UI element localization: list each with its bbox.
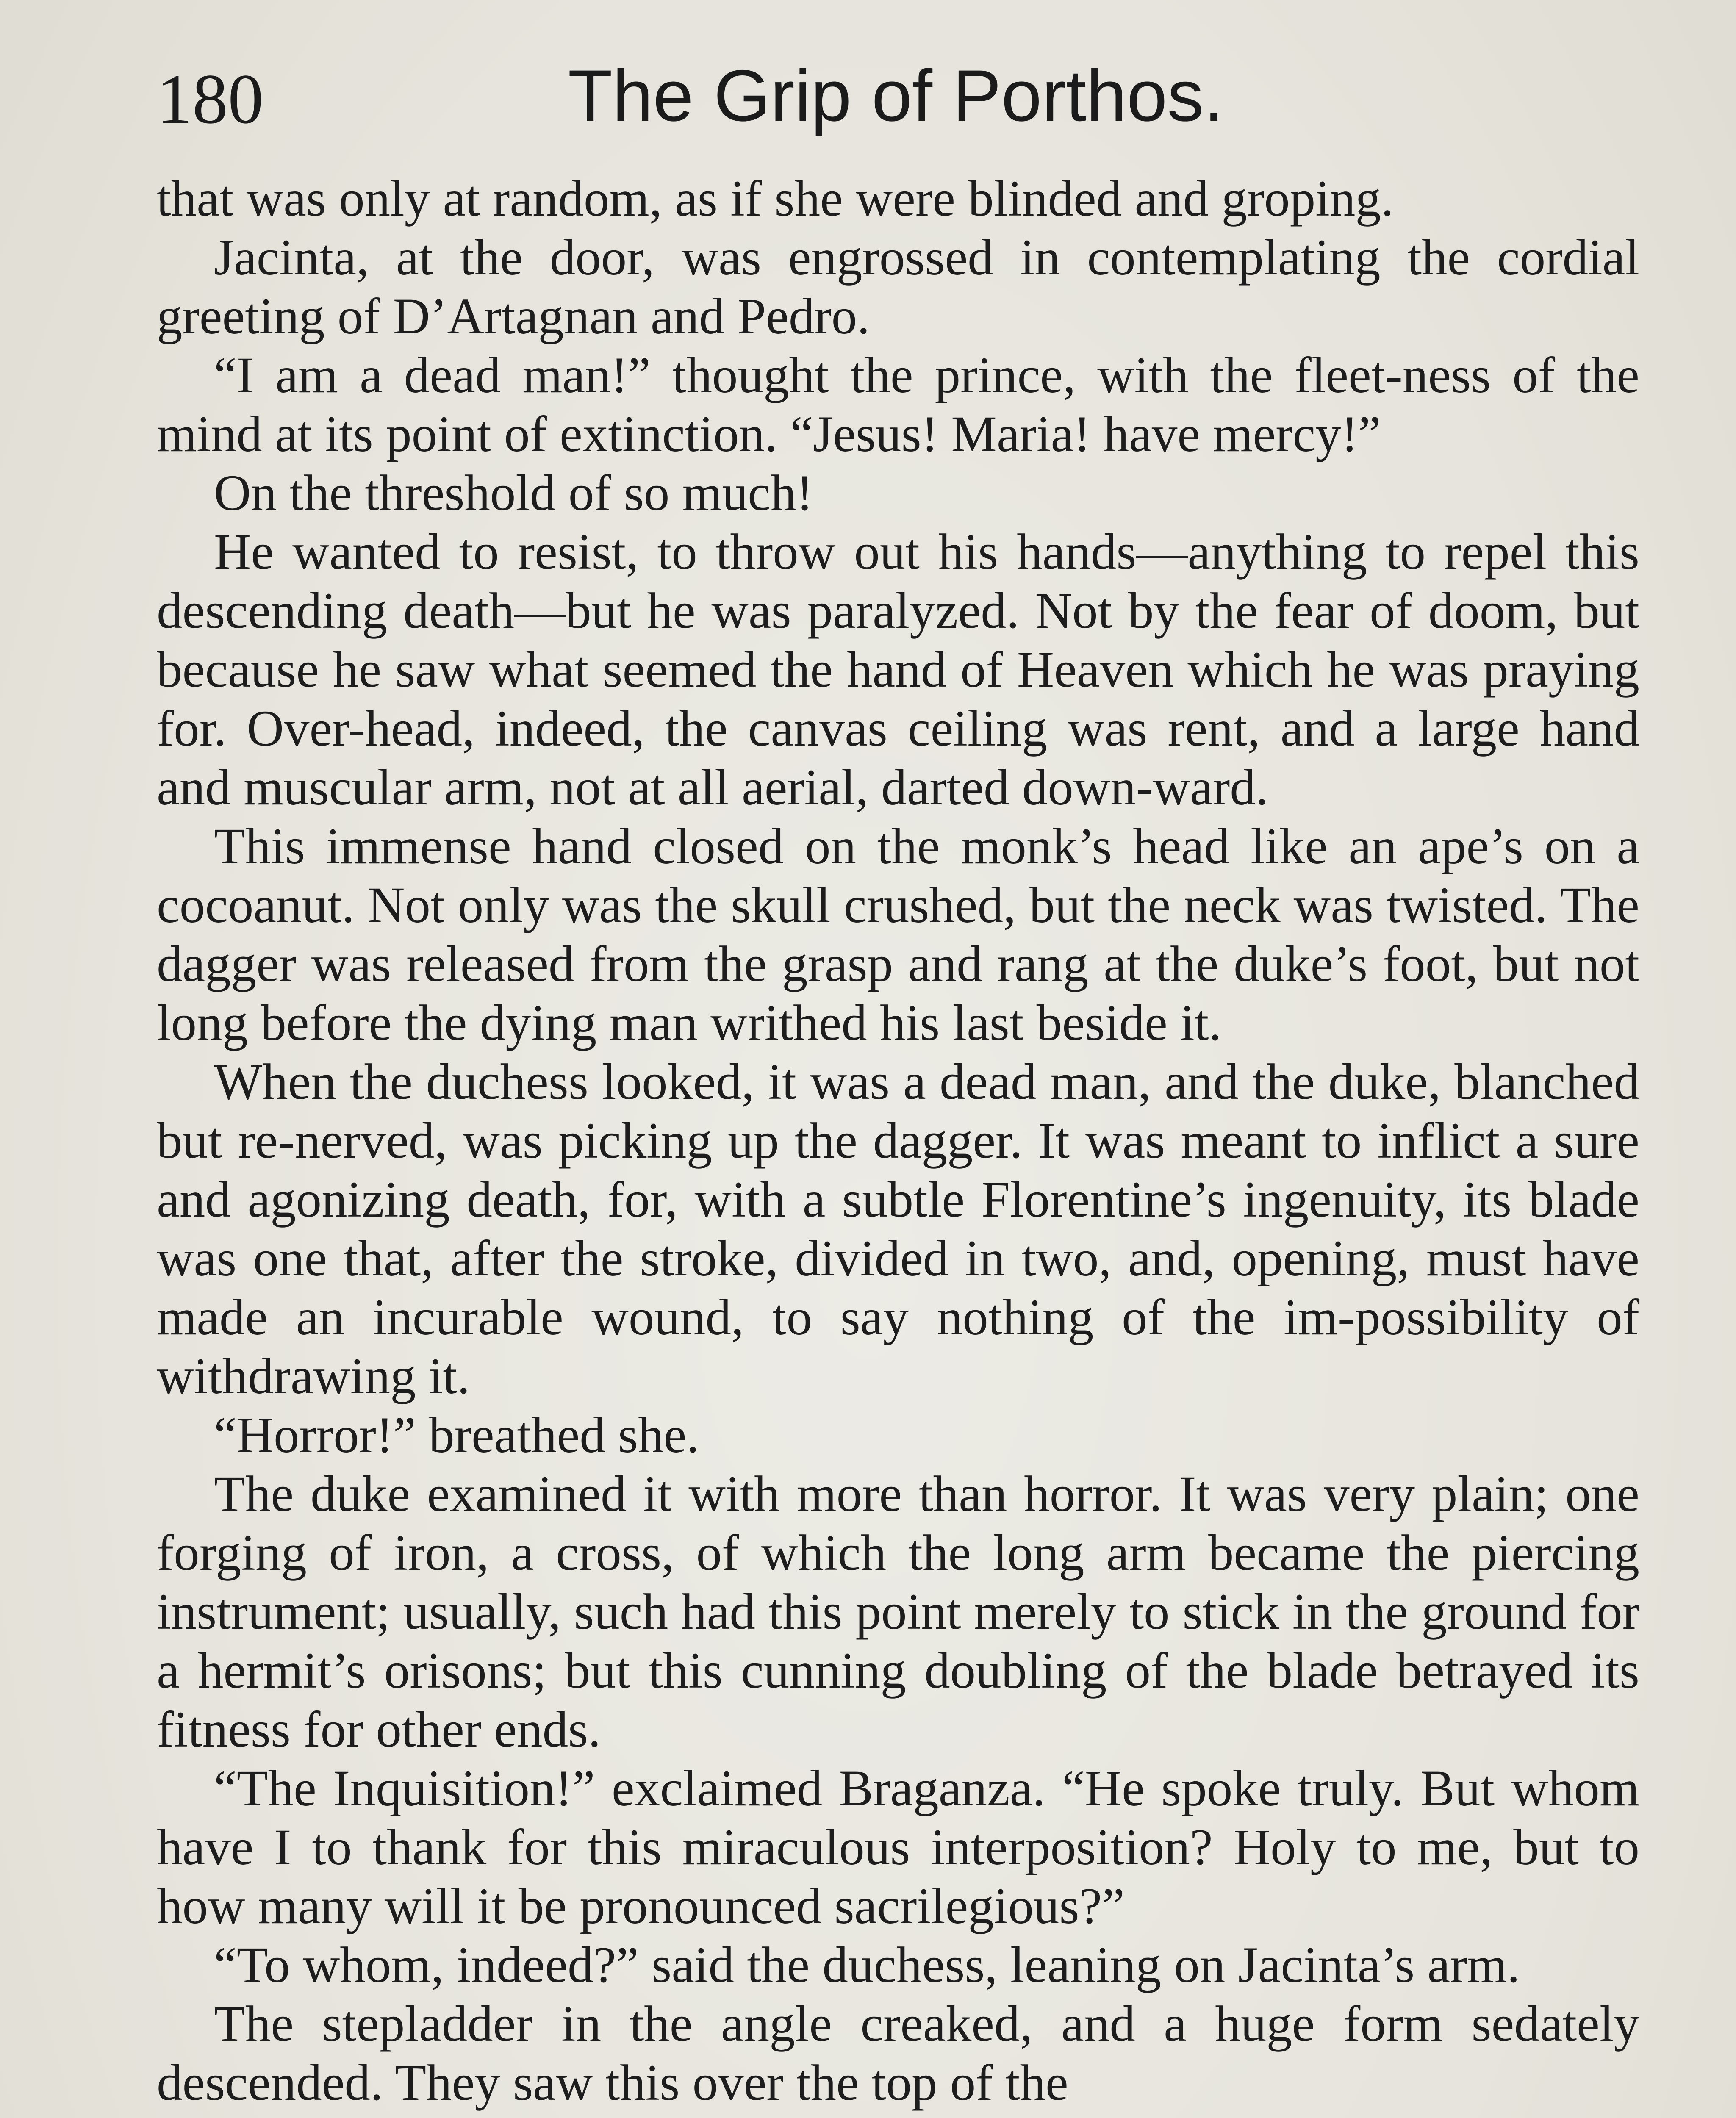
page-header — [157, 47, 1635, 144]
paragraph: that was only at random, as if she were blinded and groping. — [157, 170, 1394, 227]
paragraph: When the duchess looked, it was a dead man, and the duke, blanched but re-nerved, was picking up the dagger. It was meant to inflict a sure and agonizing death, for, with a subtle Florentine’s ingenuity, its blade was one that, after the stroke, divided in two, and, opening, must have made an incurable wound, to say nothing of the im-possibility of withdrawing it. — [157, 1053, 1639, 1405]
paragraph: “I am a dead man!” thought the prince, with the fleet-ness of the mind at its point of extinction. “Jesus! Maria! have mercy!” — [157, 347, 1639, 463]
paragraph: This immense hand closed on the monk’s head like an ape’s on a cocoanut. Not only was the skull crushed, but the neck was twisted. The dagger was released from the grasp and rang at the duke’s foot, but not long before the dying man writhed his last beside it. — [157, 818, 1639, 1051]
paragraph: On the threshold of so much! — [214, 465, 813, 521]
paragraph: “To whom, indeed?” said the duchess, leaning on Jacinta’s arm. — [214, 1937, 1520, 1993]
paragraph: The stepladder in the angle creaked, and a huge form sedately descended. They saw this over the top of the — [157, 1996, 1639, 2111]
page-number: 180 — [157, 60, 263, 139]
paragraph: “Horror!” breathed she. — [214, 1407, 699, 1464]
paragraph: He wanted to resist, to throw out his hands—anything to repel this descending death—but he was paralyzed. Not by the fear of doom, but because he saw what seemed the hand of Heaven which he was praying for. Over-head, indeed, the canvas ceiling was rent, and a large hand and muscular arm, not at all aerial, darted down-ward. — [157, 524, 1639, 816]
paragraph: The duke examined it with more than horror. It was very plain; one forging of iron, a cross, of which the long arm became the piercing instrument; usually, such had this point merely to stick in the ground for a hermit’s orisons; but this cunning doubling of the blade betrayed its fitness for other ends. — [157, 1466, 1639, 1758]
running-title: The Grip of Porthos. — [568, 55, 1224, 136]
paragraph: Jacinta, at the door, was engrossed in contemplating the cordial greeting of D’Artagnan and Pedro. — [157, 229, 1639, 345]
paragraph: “The Inquisition!” exclaimed Braganza. “He spoke truly. But whom have I to thank for this miraculous interposition? Holy to me, but to how many will it be pronounced sacrilegious?” — [157, 1760, 1639, 1935]
body-text — [157, 169, 1639, 2112]
